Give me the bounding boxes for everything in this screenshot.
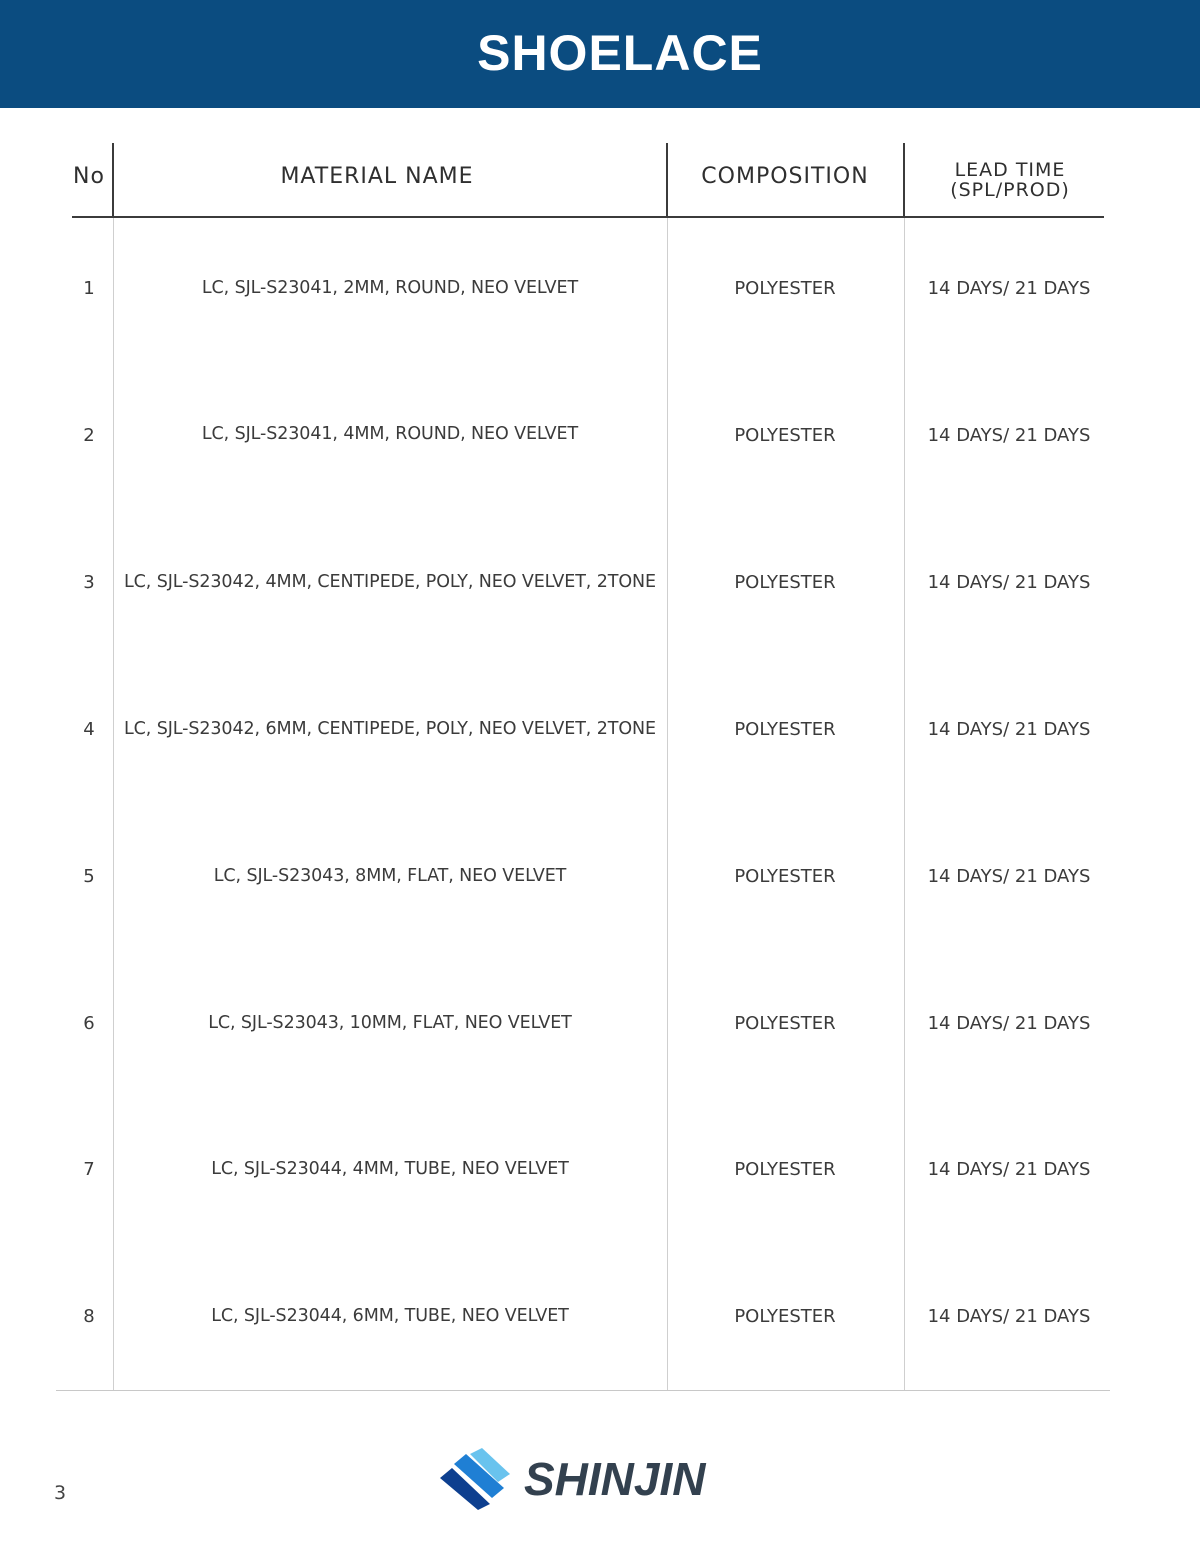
composition: POLYESTER [734, 1306, 836, 1327]
shinjin-logo-icon [438, 1448, 514, 1510]
material-name: LC, SJL-S23041, 4MM, ROUND, NEO VELVET [201, 424, 579, 444]
page-number: 3 [54, 1482, 67, 1504]
company-logo [438, 1448, 748, 1512]
lead-time: 14 DAYS/ 21 DAYS [927, 1306, 1091, 1327]
header-rule [72, 216, 1104, 218]
logo-wordmark: SHINJIN [524, 1453, 706, 1505]
row-number: 3 [83, 572, 95, 593]
composition: POLYESTER [734, 866, 836, 887]
column-divider-1 [113, 218, 114, 1391]
row-number: 1 [83, 278, 95, 299]
table-bottom-rule [56, 1390, 1110, 1391]
material-name: LC, SJL-S23042, 4MM, CENTIPEDE, POLY, NEO VELVET, 2TONE [124, 572, 656, 592]
composition: POLYESTER [734, 572, 836, 593]
row-number: 2 [83, 425, 95, 446]
material-name: LC, SJL-S23043, 10MM, FLAT, NEO VELVET [208, 1013, 572, 1033]
composition: POLYESTER [734, 1013, 836, 1034]
column-header-lead-time [904, 160, 1116, 200]
page-title: SHOELACE [477, 25, 763, 81]
composition: POLYESTER [734, 425, 836, 446]
lead-time: 14 DAYS/ 21 DAYS [927, 719, 1091, 740]
lead-time: 14 DAYS/ 21 DAYS [927, 866, 1091, 887]
lead-time-label: LEAD TIME [954, 159, 1066, 181]
composition: POLYESTER [734, 1159, 836, 1180]
row-number: 4 [83, 719, 95, 740]
material-name: LC, SJL-S23041, 2MM, ROUND, NEO VELVET [201, 278, 579, 298]
lead-time: 14 DAYS/ 21 DAYS [927, 572, 1091, 593]
row-number: 7 [83, 1159, 95, 1180]
material-name: LC, SJL-S23042, 6MM, CENTIPEDE, POLY, NEO VELVET, 2TONE [124, 719, 656, 739]
column-divider-3 [904, 218, 905, 1391]
material-name: LC, SJL-S23044, 6MM, TUBE, NEO VELVET [211, 1306, 569, 1326]
row-number: 8 [83, 1306, 95, 1327]
column-divider-2 [667, 218, 668, 1391]
lead-time: 14 DAYS/ 21 DAYS [927, 425, 1091, 446]
composition: POLYESTER [734, 278, 836, 299]
lead-time: 14 DAYS/ 21 DAYS [927, 278, 1091, 299]
material-name: LC, SJL-S23043, 8MM, FLAT, NEO VELVET [213, 866, 567, 886]
composition: POLYESTER [734, 719, 836, 740]
lead-time: 14 DAYS/ 21 DAYS [927, 1013, 1091, 1034]
row-number: 5 [83, 866, 95, 887]
column-header-material-name: MATERIAL NAME [280, 164, 474, 189]
material-name: LC, SJL-S23044, 4MM, TUBE, NEO VELVET [211, 1159, 569, 1179]
lead-time: 14 DAYS/ 21 DAYS [927, 1159, 1091, 1180]
column-header-composition: COMPOSITION [701, 164, 869, 189]
row-number: 6 [83, 1013, 95, 1034]
lead-time-sublabel: (SPL/PROD) [950, 179, 1070, 201]
column-header-no: No [73, 164, 105, 189]
